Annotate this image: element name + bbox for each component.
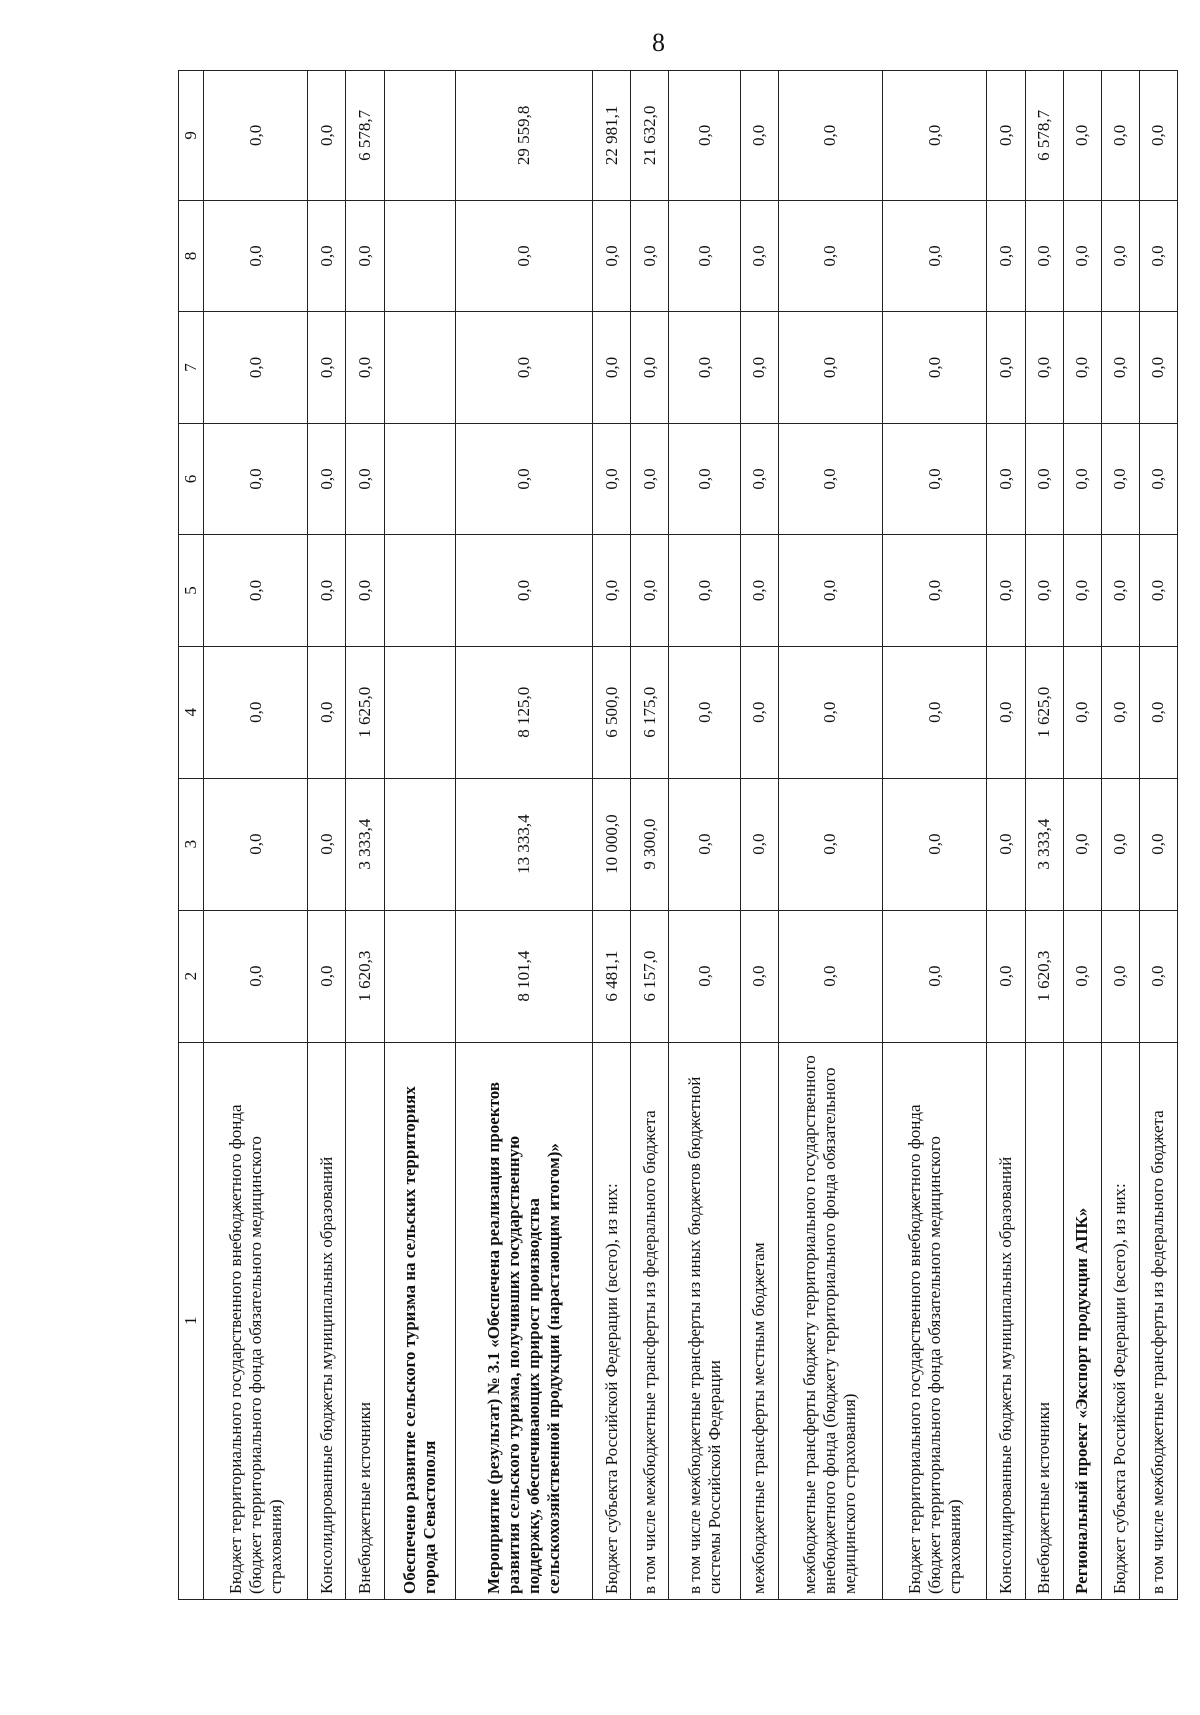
value-cell: 0,0 [455, 535, 592, 646]
value-cell: 0,0 [883, 646, 987, 778]
value-cell: 0,0 [1101, 71, 1139, 201]
table-row [1101, 71, 1139, 1600]
value-cell: 0,0 [987, 423, 1025, 534]
column-header: 9 [179, 71, 204, 201]
row-label: Внебюджетные источники [1025, 1042, 1063, 1599]
table-row [308, 71, 346, 1600]
value-cell: 0,0 [987, 71, 1025, 201]
value-cell: 0,0 [778, 910, 882, 1042]
row-label: Обеспечено развитие сельского туризма на сельских территориях города Севастополя [384, 1042, 455, 1599]
value-cell: 6 500,0 [593, 646, 631, 778]
value-cell: 0,0 [631, 200, 669, 311]
value-cell: 0,0 [669, 535, 740, 646]
value-cell: 0,0 [308, 71, 346, 201]
value-cell: 0,0 [669, 910, 740, 1042]
value-cell: 3 333,4 [346, 778, 384, 910]
value-cell: 0,0 [987, 535, 1025, 646]
value-cell: 0,0 [631, 423, 669, 534]
value-cell [384, 71, 455, 201]
value-cell: 0,0 [204, 312, 308, 423]
value-cell: 0,0 [1063, 71, 1101, 201]
value-cell: 0,0 [1063, 778, 1101, 910]
value-cell: 0,0 [204, 910, 308, 1042]
value-cell: 0,0 [204, 778, 308, 910]
value-cell: 0,0 [883, 423, 987, 534]
value-cell: 0,0 [1139, 200, 1177, 311]
value-cell: 0,0 [1025, 312, 1063, 423]
table-row [740, 71, 778, 1600]
value-cell: 0,0 [1139, 71, 1177, 201]
value-cell: 0,0 [346, 312, 384, 423]
value-cell [384, 910, 455, 1042]
value-cell: 0,0 [778, 312, 882, 423]
value-cell: 0,0 [883, 200, 987, 311]
table-row [346, 71, 384, 1600]
value-cell: 0,0 [1101, 646, 1139, 778]
value-cell: 0,0 [593, 200, 631, 311]
row-label: в том числе межбюджетные трансферты из федерального бюджета [1139, 1042, 1177, 1599]
column-header: 5 [179, 535, 204, 646]
value-cell: 9 300,0 [631, 778, 669, 910]
value-cell: 0,0 [1025, 423, 1063, 534]
value-cell: 0,0 [204, 200, 308, 311]
table-row [455, 71, 592, 1600]
value-cell: 0,0 [883, 910, 987, 1042]
table-row [384, 71, 455, 1600]
value-cell: 0,0 [593, 535, 631, 646]
value-cell: 0,0 [1101, 423, 1139, 534]
value-cell: 0,0 [631, 312, 669, 423]
value-cell: 1 625,0 [1025, 646, 1063, 778]
value-cell: 0,0 [1101, 312, 1139, 423]
table-row [1063, 71, 1101, 1600]
value-cell: 0,0 [883, 71, 987, 201]
value-cell: 0,0 [740, 200, 778, 311]
value-cell: 0,0 [740, 778, 778, 910]
value-cell: 0,0 [669, 646, 740, 778]
value-cell: 0,0 [987, 910, 1025, 1042]
table-row [883, 71, 987, 1600]
row-label: межбюджетные трансферты бюджету территориального государственного внебюджетного фонда (бюджету территориального фонда обязательного медицинского страхования) [778, 1042, 882, 1599]
row-label: в том числе межбюджетные трансферты из иных бюджетов бюджетной системы Российской Федерации [669, 1042, 740, 1599]
table-row [778, 71, 882, 1600]
value-cell: 0,0 [1139, 910, 1177, 1042]
value-cell: 0,0 [1063, 646, 1101, 778]
row-label: Мероприятие (результат) № 3.1 «Обеспечена реализация проектов развития сельского туризма, получивших государственную поддержку, обеспечивающих прирост производства сельскохозяйственной продукции (нарастающим итогом)» [455, 1042, 592, 1599]
value-cell: 0,0 [1063, 312, 1101, 423]
rotated-table-container [178, 70, 1178, 1600]
value-cell: 0,0 [1101, 535, 1139, 646]
value-cell: 0,0 [1139, 423, 1177, 534]
column-header: 6 [179, 423, 204, 534]
page-number: 8 [652, 28, 665, 57]
table-row [593, 71, 631, 1600]
value-cell: 0,0 [740, 71, 778, 201]
column-header: 8 [179, 200, 204, 311]
value-cell [384, 535, 455, 646]
row-label: в том числе межбюджетные трансферты из федерального бюджета [631, 1042, 669, 1599]
table-row [1139, 71, 1177, 1600]
column-header: 4 [179, 646, 204, 778]
value-cell: 1 620,3 [1025, 910, 1063, 1042]
budget-table-body [179, 71, 1178, 1600]
table-row [204, 71, 308, 1600]
value-cell: 3 333,4 [1025, 778, 1063, 910]
value-cell: 6 157,0 [631, 910, 669, 1042]
value-cell: 0,0 [1025, 535, 1063, 646]
row-label: Региональный проект «Экспорт продукции АПК» [1063, 1042, 1101, 1599]
column-header: 7 [179, 312, 204, 423]
value-cell: 0,0 [593, 423, 631, 534]
value-cell [384, 646, 455, 778]
value-cell: 0,0 [455, 423, 592, 534]
value-cell: 0,0 [669, 778, 740, 910]
table-row [1025, 71, 1063, 1600]
value-cell: 0,0 [308, 423, 346, 534]
row-label: Внебюджетные источники [346, 1042, 384, 1599]
value-cell: 0,0 [346, 200, 384, 311]
value-cell: 0,0 [987, 646, 1025, 778]
value-cell: 0,0 [204, 535, 308, 646]
value-cell: 0,0 [740, 423, 778, 534]
value-cell: 0,0 [778, 200, 882, 311]
column-header: 2 [179, 910, 204, 1042]
value-cell: 0,0 [1101, 910, 1139, 1042]
value-cell: 0,0 [308, 312, 346, 423]
value-cell: 6 578,7 [1025, 71, 1063, 201]
table-row [631, 71, 669, 1600]
value-cell [384, 423, 455, 534]
value-cell [384, 312, 455, 423]
value-cell: 0,0 [1063, 200, 1101, 311]
value-cell: 0,0 [204, 71, 308, 201]
value-cell: 8 101,4 [455, 910, 592, 1042]
row-label: Бюджет субъекта Российской Федерации (всего), из них: [1101, 1042, 1139, 1599]
value-cell: 0,0 [987, 312, 1025, 423]
value-cell: 0,0 [778, 778, 882, 910]
value-cell: 1 625,0 [346, 646, 384, 778]
table-row [669, 71, 740, 1600]
value-cell: 0,0 [308, 778, 346, 910]
value-cell: 0,0 [455, 312, 592, 423]
value-cell: 0,0 [308, 200, 346, 311]
value-cell: 0,0 [1025, 200, 1063, 311]
value-cell: 0,0 [455, 200, 592, 311]
value-cell: 0,0 [1063, 535, 1101, 646]
value-cell: 13 333,4 [455, 778, 592, 910]
budget-table [178, 70, 1178, 1600]
value-cell: 0,0 [308, 535, 346, 646]
value-cell: 0,0 [204, 423, 308, 534]
column-header: 1 [179, 1042, 204, 1599]
value-cell: 0,0 [1101, 200, 1139, 311]
value-cell: 21 632,0 [631, 71, 669, 201]
row-label: Бюджет территориального государственного внебюджетного фонда (бюджет территориального фонда обязательного медицинского страхования) [204, 1042, 308, 1599]
value-cell: 0,0 [669, 312, 740, 423]
value-cell: 0,0 [778, 71, 882, 201]
value-cell: 0,0 [1063, 910, 1101, 1042]
column-header: 3 [179, 778, 204, 910]
value-cell: 0,0 [740, 535, 778, 646]
row-label: Бюджет субъекта Российской Федерации (всего), из них: [593, 1042, 631, 1599]
table-row [987, 71, 1025, 1600]
value-cell: 0,0 [1139, 778, 1177, 910]
row-label: Консолидированные бюджеты муниципальных образований [987, 1042, 1025, 1599]
value-cell: 6 578,7 [346, 71, 384, 201]
value-cell: 0,0 [883, 312, 987, 423]
value-cell: 0,0 [308, 646, 346, 778]
value-cell: 0,0 [593, 312, 631, 423]
value-cell: 0,0 [883, 535, 987, 646]
value-cell: 0,0 [1139, 312, 1177, 423]
value-cell: 0,0 [669, 71, 740, 201]
value-cell: 0,0 [308, 910, 346, 1042]
value-cell: 0,0 [669, 423, 740, 534]
value-cell: 0,0 [631, 535, 669, 646]
value-cell: 0,0 [883, 778, 987, 910]
value-cell: 0,0 [778, 646, 882, 778]
value-cell: 0,0 [740, 646, 778, 778]
value-cell: 0,0 [1139, 646, 1177, 778]
value-cell: 0,0 [778, 423, 882, 534]
value-cell: 8 125,0 [455, 646, 592, 778]
value-cell: 0,0 [204, 646, 308, 778]
row-label: Консолидированные бюджеты муниципальных образований [308, 1042, 346, 1599]
table-header-row [179, 71, 204, 1600]
value-cell: 0,0 [778, 535, 882, 646]
value-cell: 0,0 [1139, 535, 1177, 646]
value-cell: 0,0 [669, 200, 740, 311]
value-cell: 0,0 [987, 778, 1025, 910]
row-label: межбюджетные трансферты местным бюджетам [740, 1042, 778, 1599]
value-cell: 0,0 [987, 200, 1025, 311]
value-cell: 10 000,0 [593, 778, 631, 910]
value-cell: 0,0 [740, 312, 778, 423]
value-cell: 0,0 [740, 910, 778, 1042]
value-cell: 0,0 [1063, 423, 1101, 534]
value-cell: 22 981,1 [593, 71, 631, 201]
row-label: Бюджет территориального государственного внебюджетного фонда (бюджет территориального фонда обязательного медицинского страхования) [883, 1042, 987, 1599]
value-cell: 1 620,3 [346, 910, 384, 1042]
value-cell: 29 559,8 [455, 71, 592, 201]
value-cell: 6 175,0 [631, 646, 669, 778]
value-cell [384, 778, 455, 910]
value-cell: 0,0 [346, 423, 384, 534]
value-cell: 0,0 [346, 535, 384, 646]
value-cell: 6 481,1 [593, 910, 631, 1042]
value-cell: 0,0 [1101, 778, 1139, 910]
value-cell [384, 200, 455, 311]
